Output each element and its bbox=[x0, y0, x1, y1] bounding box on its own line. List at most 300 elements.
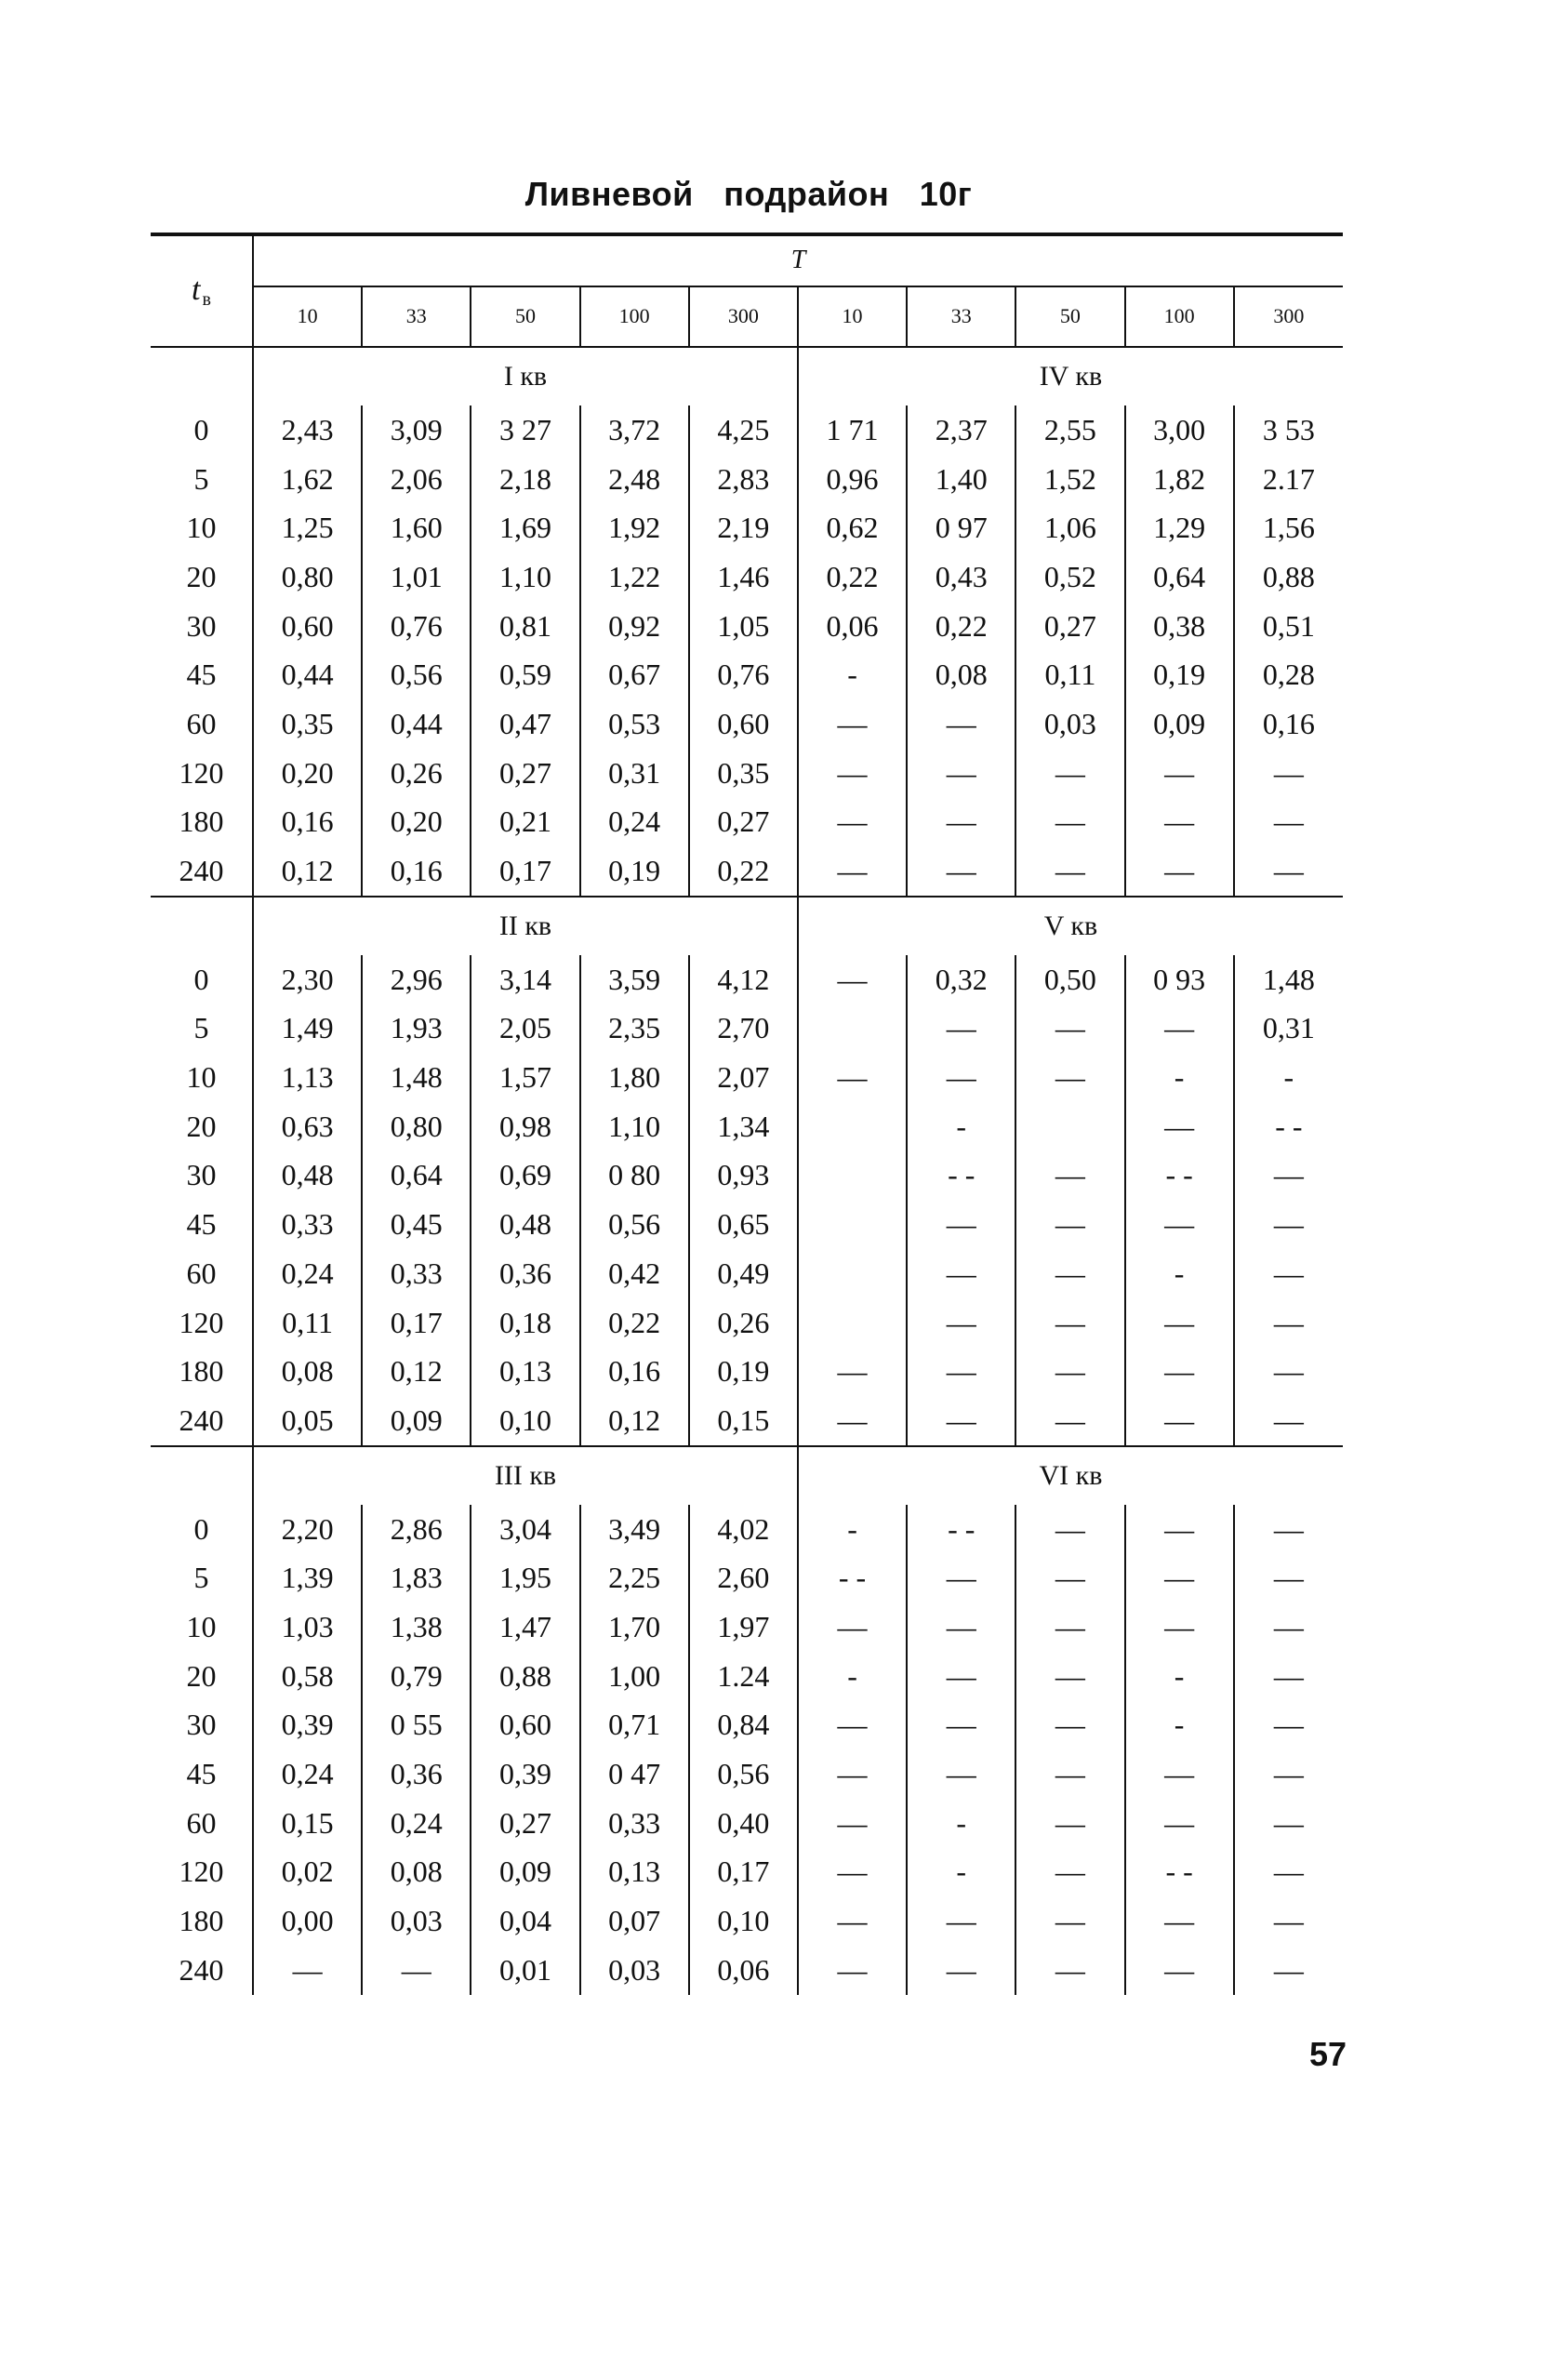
value-cell: 2,35 bbox=[580, 1004, 689, 1054]
value-cell: — bbox=[1125, 1896, 1234, 1946]
value-cell: 0,01 bbox=[471, 1946, 579, 1995]
value-cell: 0,69 bbox=[471, 1151, 579, 1201]
value-cell: — bbox=[1015, 1053, 1124, 1102]
value-cell: — bbox=[1125, 749, 1234, 798]
section-header-row bbox=[151, 897, 1343, 955]
value-cell: 0,07 bbox=[580, 1896, 689, 1946]
period-header-cell: 10 bbox=[253, 286, 362, 347]
value-cell: 1,00 bbox=[580, 1652, 689, 1701]
duration-cell: 30 bbox=[151, 1151, 253, 1201]
value-cell: 0,71 bbox=[580, 1701, 689, 1750]
page-number: 57 bbox=[1309, 2035, 1347, 2073]
table-row bbox=[151, 1553, 1343, 1602]
period-header-cell: 300 bbox=[689, 286, 798, 347]
value-cell: 2,05 bbox=[471, 1004, 579, 1054]
value-cell: — bbox=[1273, 1305, 1304, 1339]
value-cell: — bbox=[253, 1946, 362, 1995]
duration-cell: 5 bbox=[151, 1004, 253, 1054]
value-cell: 1 71 bbox=[798, 406, 907, 455]
value-cell: — bbox=[1125, 1102, 1234, 1151]
value-cell: — bbox=[907, 1652, 1015, 1701]
value-cell: — bbox=[1125, 798, 1234, 847]
value-cell: 3,72 bbox=[580, 406, 689, 455]
value-cell: 0,08 bbox=[907, 650, 1015, 699]
value-cell: 0,18 bbox=[471, 1298, 579, 1348]
value-cell: 0,12 bbox=[580, 1396, 689, 1446]
value-cell: — bbox=[1273, 1952, 1304, 1987]
value-cell: 0,51 bbox=[1262, 608, 1315, 643]
value-cell bbox=[798, 1004, 907, 1054]
table-row bbox=[151, 602, 1343, 651]
value-cell: — bbox=[1015, 1298, 1124, 1348]
value-cell: — bbox=[1125, 1298, 1234, 1348]
value-cell: 0,06 bbox=[798, 602, 907, 651]
value-cell: — bbox=[1015, 1749, 1124, 1799]
header-duration bbox=[151, 234, 253, 347]
value-cell: — bbox=[1273, 804, 1304, 839]
value-cell: 0,40 bbox=[689, 1799, 798, 1848]
value-cell: 1.24 bbox=[689, 1652, 798, 1701]
duration-cell: 0 bbox=[151, 955, 253, 1004]
table-row bbox=[151, 1749, 1343, 1799]
value-cell: — bbox=[798, 1749, 907, 1799]
value-cell: - bbox=[907, 1102, 1015, 1151]
duration-cell: 10 bbox=[151, 503, 253, 552]
value-cell: — bbox=[1273, 1757, 1304, 1791]
value-cell: 0 47 bbox=[580, 1749, 689, 1799]
value-cell: 0,24 bbox=[253, 1249, 362, 1298]
value-cell: — bbox=[798, 1848, 907, 1897]
value-cell: - bbox=[1125, 1249, 1234, 1298]
value-cell: 1,05 bbox=[689, 602, 798, 651]
value-cell: — bbox=[1015, 1799, 1124, 1848]
value-cell: 0,03 bbox=[1015, 699, 1124, 749]
duration-cell: 240 bbox=[151, 1396, 253, 1446]
value-cell: 0,52 bbox=[1015, 552, 1124, 602]
value-cell: 0,88 bbox=[471, 1652, 579, 1701]
value-cell: — bbox=[1015, 1652, 1124, 1701]
value-cell bbox=[798, 1102, 907, 1151]
duration-cell: 60 bbox=[151, 1799, 253, 1848]
value-cell: — bbox=[907, 1004, 1015, 1054]
value-cell: — bbox=[1125, 1553, 1234, 1602]
value-cell: 3,59 bbox=[580, 955, 689, 1004]
value-cell: 1,49 bbox=[253, 1004, 362, 1054]
value-cell: 1,39 bbox=[253, 1553, 362, 1602]
value-cell: 0,21 bbox=[471, 798, 579, 847]
table-row bbox=[151, 1896, 1343, 1946]
value-cell: 2,55 bbox=[1015, 406, 1124, 455]
value-cell bbox=[798, 1200, 907, 1249]
value-cell: 0,27 bbox=[689, 798, 798, 847]
table-row bbox=[151, 1249, 1343, 1298]
value-cell: 0,92 bbox=[580, 602, 689, 651]
value-cell: 2,70 bbox=[689, 1004, 798, 1054]
value-cell: 0,38 bbox=[1125, 602, 1234, 651]
value-cell: 0,24 bbox=[580, 798, 689, 847]
header-duration-subscript: в bbox=[202, 288, 211, 310]
value-cell: 0,64 bbox=[1125, 552, 1234, 602]
section-label-left: II кв bbox=[253, 897, 798, 955]
value-cell: 0,60 bbox=[471, 1701, 579, 1750]
value-cell: 0,48 bbox=[253, 1151, 362, 1201]
table-row bbox=[151, 1151, 1343, 1201]
value-cell: 0,31 bbox=[580, 749, 689, 798]
value-cell: - bbox=[1283, 1060, 1294, 1095]
value-cell: — bbox=[1015, 1151, 1124, 1201]
value-cell: 0,17 bbox=[689, 1848, 798, 1897]
value-cell: 0,39 bbox=[253, 1701, 362, 1750]
value-cell: 1,25 bbox=[253, 503, 362, 552]
value-cell: 2,48 bbox=[580, 455, 689, 504]
value-cell: — bbox=[798, 798, 907, 847]
duration-cell: 45 bbox=[151, 650, 253, 699]
value-cell: 2,60 bbox=[689, 1553, 798, 1602]
value-cell: — bbox=[907, 1249, 1015, 1298]
value-cell: — bbox=[1273, 1158, 1304, 1192]
value-cell: - bbox=[798, 1505, 907, 1554]
value-cell: 1,13 bbox=[253, 1053, 362, 1102]
value-cell: 1,03 bbox=[253, 1602, 362, 1652]
value-cell: 2,25 bbox=[580, 1553, 689, 1602]
value-cell: 0,62 bbox=[798, 503, 907, 552]
duration-cell: 240 bbox=[151, 1946, 253, 1995]
table-row bbox=[151, 455, 1343, 504]
value-cell: 0,27 bbox=[471, 749, 579, 798]
value-cell: 1,06 bbox=[1015, 503, 1124, 552]
table-row bbox=[151, 1396, 1343, 1446]
value-cell: — bbox=[1234, 1396, 1343, 1446]
section-label-right: IV кв bbox=[798, 347, 1343, 406]
value-cell: 1,52 bbox=[1015, 455, 1124, 504]
value-cell: 0,67 bbox=[580, 650, 689, 699]
table-body bbox=[151, 347, 1343, 1995]
value-cell: 4,25 bbox=[689, 406, 798, 455]
value-cell: — bbox=[798, 1053, 907, 1102]
value-cell: — bbox=[362, 1946, 471, 1995]
duration-cell: 10 bbox=[151, 1602, 253, 1652]
value-cell: 0,60 bbox=[253, 602, 362, 651]
value-cell: 1,57 bbox=[471, 1053, 579, 1102]
duration-cell: 120 bbox=[151, 749, 253, 798]
section-label-left: I кв bbox=[253, 347, 798, 406]
value-cell: - - bbox=[1125, 1848, 1234, 1897]
duration-cell: 180 bbox=[151, 1347, 253, 1396]
table-row bbox=[151, 749, 1343, 798]
value-cell bbox=[798, 1151, 907, 1201]
value-cell: 0,32 bbox=[907, 955, 1015, 1004]
value-cell: 0,06 bbox=[689, 1946, 798, 1995]
value-cell: 2,83 bbox=[689, 455, 798, 504]
section-label-right: V кв bbox=[1043, 910, 1098, 941]
value-cell: - - bbox=[798, 1553, 907, 1602]
value-cell: 0,59 bbox=[471, 650, 579, 699]
value-cell: — bbox=[1125, 1799, 1234, 1848]
value-cell: — bbox=[798, 1602, 907, 1652]
value-cell: — bbox=[1015, 1004, 1124, 1054]
table-row bbox=[151, 699, 1343, 749]
value-cell: 0,16 bbox=[580, 1347, 689, 1396]
duration-cell: 10 bbox=[151, 1053, 253, 1102]
value-cell: 0,39 bbox=[471, 1749, 579, 1799]
value-cell: 0,65 bbox=[689, 1200, 798, 1249]
value-cell: 0,04 bbox=[471, 1896, 579, 1946]
table-row bbox=[151, 552, 1343, 602]
value-cell: 1,22 bbox=[580, 552, 689, 602]
table-row bbox=[151, 955, 1343, 1004]
value-cell: - - bbox=[907, 1151, 1015, 1201]
value-cell: - bbox=[907, 1848, 1015, 1897]
value-cell: 0,19 bbox=[580, 846, 689, 897]
value-cell: - bbox=[798, 1652, 907, 1701]
value-cell: 3,09 bbox=[362, 406, 471, 455]
value-cell: 0,09 bbox=[362, 1396, 471, 1446]
table-row bbox=[151, 846, 1343, 897]
value-cell: — bbox=[1015, 1553, 1124, 1602]
value-cell: — bbox=[1125, 1347, 1234, 1396]
duration-cell: 5 bbox=[151, 1553, 253, 1602]
value-cell: 1,82 bbox=[1125, 455, 1234, 504]
value-cell: — bbox=[1125, 1749, 1234, 1799]
value-cell: — bbox=[907, 1701, 1015, 1750]
value-cell: — bbox=[907, 1749, 1015, 1799]
value-cell: 2,43 bbox=[253, 406, 362, 455]
value-cell: — bbox=[1015, 846, 1124, 897]
value-cell: 3 53 bbox=[1262, 412, 1315, 446]
value-cell: 1,46 bbox=[689, 552, 798, 602]
value-cell: 0,33 bbox=[362, 1249, 471, 1298]
value-cell: — bbox=[798, 699, 907, 749]
table-row bbox=[151, 1848, 1343, 1897]
value-cell: 1,95 bbox=[471, 1553, 579, 1602]
value-cell: — bbox=[907, 1347, 1015, 1396]
value-cell: 1,47 bbox=[471, 1602, 579, 1652]
value-cell: 0,33 bbox=[580, 1799, 689, 1848]
value-cell: 1,10 bbox=[471, 552, 579, 602]
value-cell: — bbox=[1015, 1505, 1124, 1554]
value-cell: 1,93 bbox=[362, 1004, 471, 1054]
value-cell: — bbox=[1273, 1708, 1304, 1742]
value-cell: — bbox=[1015, 1701, 1124, 1750]
value-cell: 1,80 bbox=[580, 1053, 689, 1102]
table-row bbox=[151, 503, 1343, 552]
value-cell: — bbox=[798, 846, 907, 897]
value-cell: 0,13 bbox=[580, 1848, 689, 1897]
value-cell: 1,62 bbox=[253, 455, 362, 504]
value-cell: 1,38 bbox=[362, 1602, 471, 1652]
value-cell: - bbox=[798, 650, 907, 699]
value-cell: — bbox=[1125, 1505, 1234, 1554]
value-cell: 0,27 bbox=[1015, 602, 1124, 651]
value-cell: — bbox=[1015, 1347, 1124, 1396]
value-cell: 0,00 bbox=[253, 1896, 362, 1946]
value-cell: 1,83 bbox=[362, 1553, 471, 1602]
duration-cell: 120 bbox=[151, 1298, 253, 1348]
period-header-cell: 33 bbox=[362, 286, 471, 347]
value-cell: 1,97 bbox=[689, 1602, 798, 1652]
value-cell: 0,58 bbox=[253, 1652, 362, 1701]
duration-cell: 60 bbox=[151, 699, 253, 749]
duration-cell: 60 bbox=[151, 1249, 253, 1298]
value-cell: — bbox=[798, 1396, 907, 1446]
value-cell: 0,16 bbox=[1262, 706, 1315, 740]
value-cell: — bbox=[798, 1946, 907, 1995]
value-cell: — bbox=[1015, 1249, 1124, 1298]
value-cell: — bbox=[1125, 1200, 1234, 1249]
value-cell: 0,43 bbox=[907, 552, 1015, 602]
value-cell: — bbox=[1015, 798, 1124, 847]
value-cell: 1,10 bbox=[580, 1102, 689, 1151]
table-row bbox=[151, 1298, 1343, 1348]
value-cell: 0,56 bbox=[362, 650, 471, 699]
value-cell: — bbox=[907, 1200, 1015, 1249]
value-cell: 0 97 bbox=[907, 503, 1015, 552]
value-cell: 4,02 bbox=[689, 1505, 798, 1554]
duration-cell: 30 bbox=[151, 1701, 253, 1750]
value-cell: — bbox=[798, 955, 907, 1004]
period-header-cell: 10 bbox=[798, 286, 907, 347]
value-cell: — bbox=[907, 1896, 1015, 1946]
value-cell: — bbox=[907, 1298, 1015, 1348]
table-row bbox=[151, 1799, 1343, 1848]
value-cell: 0,49 bbox=[689, 1249, 798, 1298]
value-cell: 0,13 bbox=[471, 1347, 579, 1396]
value-cell: 0,53 bbox=[580, 699, 689, 749]
value-cell: 0,64 bbox=[362, 1151, 471, 1201]
value-cell: 0,81 bbox=[471, 602, 579, 651]
duration-cell: 5 bbox=[151, 455, 253, 504]
value-cell: 1,34 bbox=[689, 1102, 798, 1151]
value-cell: - bbox=[907, 1799, 1015, 1848]
value-cell: 0,19 bbox=[1125, 650, 1234, 699]
table-row bbox=[151, 1602, 1343, 1652]
duration-cell: 45 bbox=[151, 1749, 253, 1799]
value-cell: 0,36 bbox=[362, 1749, 471, 1799]
value-cell: 0,16 bbox=[362, 846, 471, 897]
value-cell: 0,20 bbox=[362, 798, 471, 847]
value-cell: 2,37 bbox=[907, 406, 1015, 455]
value-cell: 0,88 bbox=[1262, 559, 1315, 593]
value-cell: — bbox=[907, 749, 1015, 798]
duration-cell: 240 bbox=[151, 846, 253, 897]
value-cell: 0,76 bbox=[689, 650, 798, 699]
period-header-row bbox=[151, 286, 1343, 347]
value-cell: — bbox=[1015, 1200, 1124, 1249]
value-cell: 0,19 bbox=[689, 1347, 798, 1396]
value-cell: 1,92 bbox=[580, 503, 689, 552]
table-row bbox=[151, 650, 1343, 699]
value-cell: — bbox=[798, 1701, 907, 1750]
value-cell: — bbox=[1015, 1848, 1124, 1897]
value-cell: 0,35 bbox=[689, 749, 798, 798]
value-cell: 0,10 bbox=[689, 1896, 798, 1946]
value-cell: 0,22 bbox=[907, 602, 1015, 651]
value-cell: — bbox=[1015, 1396, 1124, 1446]
value-cell: — bbox=[1273, 1855, 1304, 1889]
table-row bbox=[151, 1701, 1343, 1750]
section-label-left: III кв bbox=[253, 1446, 798, 1505]
value-cell: 0,28 bbox=[1262, 658, 1315, 692]
value-cell: 1,56 bbox=[1262, 511, 1315, 545]
value-cell: 2,07 bbox=[689, 1053, 798, 1102]
value-cell: 0,24 bbox=[253, 1749, 362, 1799]
value-cell: 0,08 bbox=[253, 1347, 362, 1396]
value-cell: 0,17 bbox=[471, 846, 579, 897]
value-cell: — bbox=[1273, 1561, 1304, 1595]
value-cell: — bbox=[1273, 1207, 1304, 1242]
period-header-cell: 300 bbox=[1234, 286, 1343, 347]
value-cell: 0,15 bbox=[689, 1396, 798, 1446]
period-header-cell: 50 bbox=[1015, 286, 1124, 347]
value-cell: 0,96 bbox=[798, 455, 907, 504]
value-cell: 0,56 bbox=[580, 1200, 689, 1249]
value-cell: — bbox=[907, 1602, 1015, 1652]
value-cell: — bbox=[1015, 749, 1124, 798]
duration-cell: 20 bbox=[151, 1102, 253, 1151]
value-cell: 0,11 bbox=[253, 1298, 362, 1348]
table-row bbox=[151, 1946, 1343, 1995]
table-row bbox=[151, 1347, 1343, 1396]
duration-cell: 180 bbox=[151, 1896, 253, 1946]
table-row bbox=[151, 1102, 1343, 1151]
value-cell: 0,27 bbox=[471, 1799, 579, 1848]
value-cell: 2,30 bbox=[253, 955, 362, 1004]
value-cell: 0,50 bbox=[1015, 955, 1124, 1004]
section-blank-cell bbox=[151, 1446, 253, 1505]
value-cell: 0,17 bbox=[362, 1298, 471, 1348]
value-cell: 0,35 bbox=[253, 699, 362, 749]
section-blank-cell bbox=[151, 897, 253, 955]
value-cell: — bbox=[798, 749, 907, 798]
value-cell: 0,02 bbox=[253, 1848, 362, 1897]
value-cell: 0,56 bbox=[689, 1749, 798, 1799]
value-cell: 0,12 bbox=[253, 846, 362, 897]
value-cell: 2,86 bbox=[362, 1505, 471, 1554]
value-cell: 3,04 bbox=[471, 1505, 579, 1554]
table-row bbox=[151, 1200, 1343, 1249]
value-cell: 0,12 bbox=[362, 1347, 471, 1396]
value-cell: — bbox=[798, 1896, 907, 1946]
value-cell: 0,08 bbox=[362, 1848, 471, 1897]
value-cell: 0,24 bbox=[362, 1799, 471, 1848]
value-cell: — bbox=[907, 798, 1015, 847]
value-cell: 0,11 bbox=[1015, 650, 1124, 699]
value-cell: — bbox=[1125, 1946, 1234, 1995]
value-cell: 3,49 bbox=[580, 1505, 689, 1554]
table-row bbox=[151, 1004, 1343, 1054]
value-cell: 0 80 bbox=[580, 1151, 689, 1201]
section-header-row bbox=[151, 1446, 1343, 1505]
value-cell: 0,05 bbox=[253, 1396, 362, 1446]
value-cell: 0,42 bbox=[580, 1249, 689, 1298]
value-cell: — bbox=[1273, 1511, 1304, 1546]
value-cell: - - bbox=[1125, 1151, 1234, 1201]
value-cell: — bbox=[798, 1799, 907, 1848]
value-cell: — bbox=[1125, 846, 1234, 897]
duration-cell: 0 bbox=[151, 1505, 253, 1554]
table-row bbox=[151, 1505, 1343, 1554]
period-header-cell: 33 bbox=[907, 286, 1015, 347]
header-duration-symbol: t bbox=[192, 272, 201, 307]
value-cell: 0,80 bbox=[253, 552, 362, 602]
value-cell: — bbox=[1273, 1805, 1304, 1840]
value-cell: — bbox=[1273, 755, 1304, 790]
value-cell: 0 93 bbox=[1125, 955, 1234, 1004]
value-cell: 0,79 bbox=[362, 1652, 471, 1701]
value-cell: 2,19 bbox=[689, 503, 798, 552]
value-cell: 0,44 bbox=[253, 650, 362, 699]
value-cell: — bbox=[907, 846, 1015, 897]
